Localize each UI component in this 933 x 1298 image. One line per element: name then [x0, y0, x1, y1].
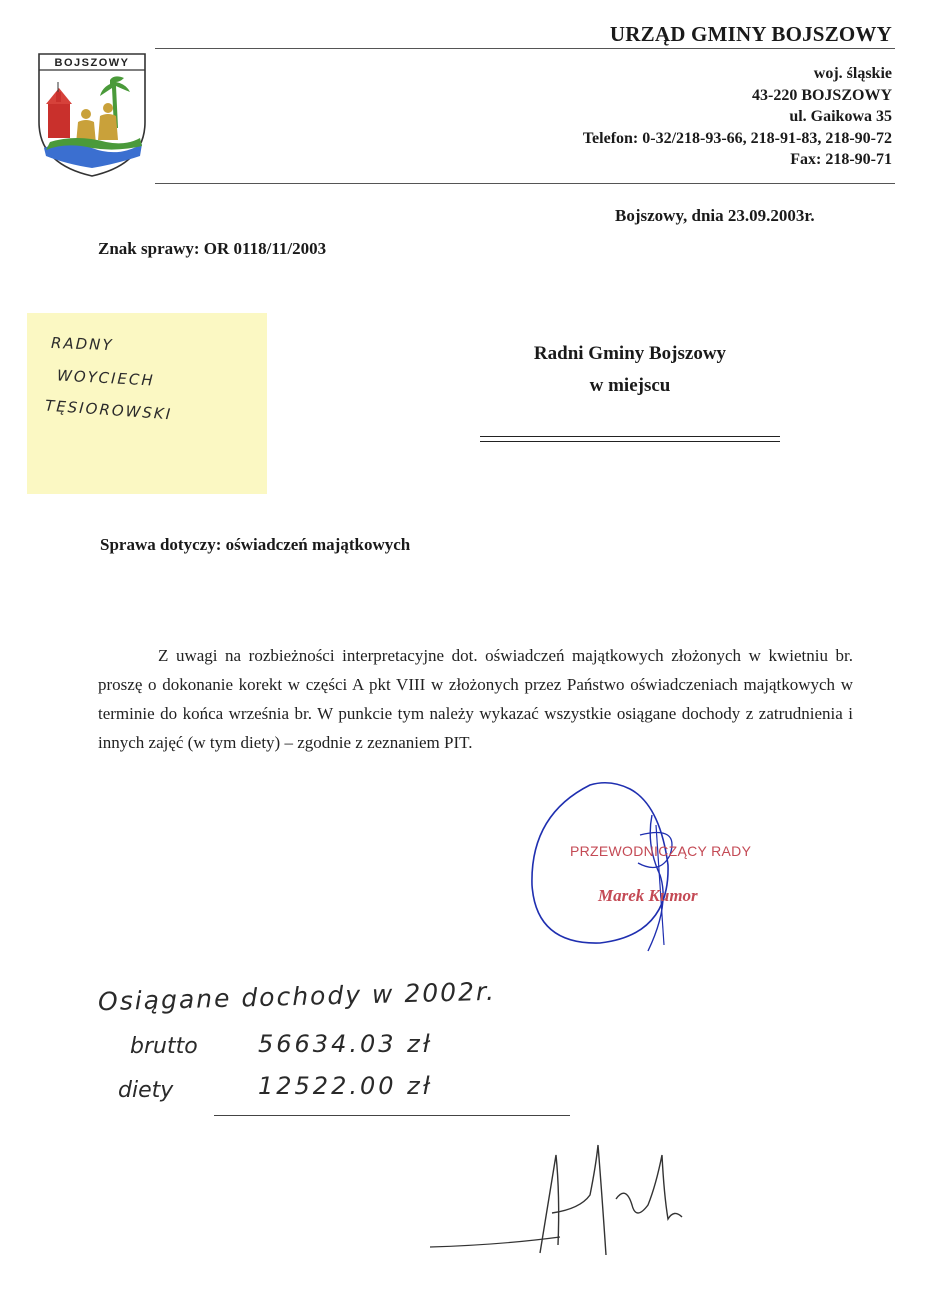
letter-body: Z uwagi na rozbieżności interpretacyjne dot. oświadczeń majątkowych złożonych w kwietniu br. proszę o dokonanie korekt w części A pkt VIII w złożonych przez Państwo oświadczeniach majątkowych w terminie do końca września br. W punkcie tym należy wykazać wszystkie osiągane dochody z zatrudnienia i innych zajęć (w tym diety) – zgodnie z zeznaniem PIT.	[98, 646, 853, 752]
recipient-location: w miejscu	[589, 375, 671, 396]
address-street: ul. Gaikowa 35	[789, 108, 892, 125]
header-rule-top	[155, 48, 895, 49]
sticky-note	[27, 313, 267, 494]
handwritten-diets-value: 12522.00 zł	[258, 1072, 433, 1100]
handwritten-heading: Osiągane dochody w 2002r.	[97, 976, 497, 1017]
letter-subject: Sprawa dotyczy: oświadczeń majątkowych	[100, 535, 411, 554]
recipient-block	[460, 338, 800, 402]
address-fax: Fax: 218-90-71	[790, 151, 892, 168]
office-address	[583, 63, 892, 171]
coat-of-arms-icon	[36, 52, 148, 178]
stamp-signature-icon	[520, 775, 710, 955]
handwritten-underline	[214, 1115, 570, 1116]
letter-date: Bojszowy, dnia 23.09.2003r.	[615, 206, 815, 225]
address-postal: 43-220 BOJSZOWY	[751, 86, 892, 104]
sticky-line-2: WOYCIECH	[56, 366, 156, 390]
case-reference: Znak sprawy: OR 0118/11/2003	[98, 239, 327, 258]
stamp-title: PRZEWODNICZĄCY RADY	[570, 843, 752, 859]
sticky-line-1: RADNY	[50, 333, 114, 355]
address-region: woj. śląskie	[813, 65, 892, 82]
crest-label: BOJSZOWY	[54, 57, 130, 69]
handwritten-gross-label: brutto	[130, 1034, 198, 1059]
handwritten-signature-icon	[420, 1135, 690, 1275]
address-phone: Telefon: 0-32/218-93-66, 218-91-83, 218-90-72	[582, 129, 892, 147]
recipient-underline-2	[480, 441, 780, 442]
handwritten-diets-label: diety	[118, 1078, 174, 1103]
recipient-underline-1	[480, 436, 780, 437]
header-rule-bottom	[155, 183, 895, 184]
sticky-line-3: TĘSIOROWSKI	[44, 396, 173, 424]
handwritten-gross-value: 56634.03 zł	[258, 1030, 433, 1058]
office-name: URZĄD GMINY BOJSZOWY	[609, 22, 892, 46]
stamp-name: Marek Kumor	[598, 886, 698, 905]
recipient-name: Radni Gminy Bojszowy	[533, 343, 727, 364]
